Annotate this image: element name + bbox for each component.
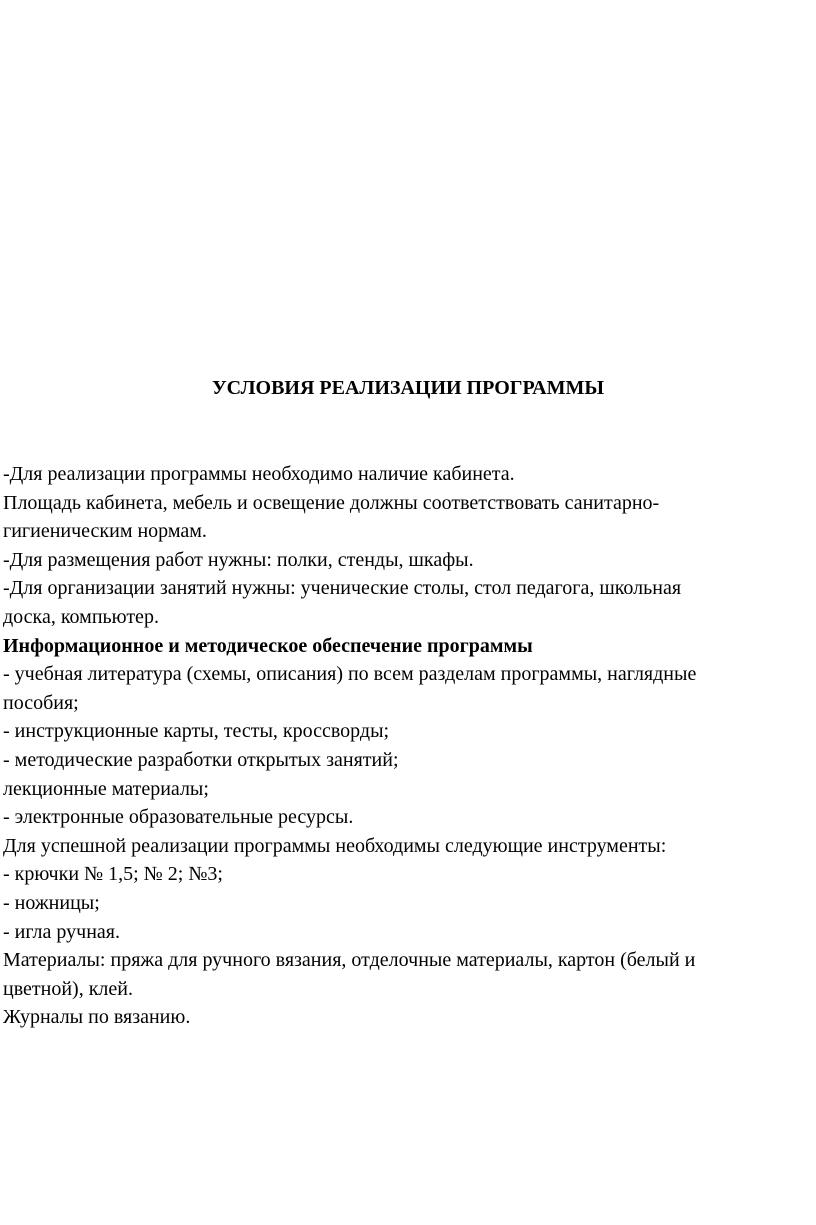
text-line: цветной), клей. xyxy=(3,977,133,1000)
text-line: - учебная литература (схемы, описания) по всем разделам программы, наглядные xyxy=(3,663,697,686)
text-line: Журналы по вязанию. xyxy=(3,1006,191,1029)
text-line: гигиеническим нормам. xyxy=(3,520,207,543)
text-line: пособия; xyxy=(3,691,79,714)
text-line: - инструкционные карты, тесты, кроссворды; xyxy=(3,720,390,743)
page-title: УСЛОВИЯ РЕАЛИЗАЦИИ ПРОГРАММЫ xyxy=(212,377,604,399)
text-line: - методические разработки открытых занятий; xyxy=(3,748,399,771)
text-line: -Для организации занятий нужны: ученические столы, стол педагога, школьная xyxy=(3,577,682,600)
text-line: лекционные материалы; xyxy=(3,777,209,800)
text-line: доска, компьютер. xyxy=(3,605,159,628)
text-line: - игла ручная. xyxy=(3,920,120,943)
text-line: - крючки № 1,5; № 2; №3; xyxy=(3,863,223,886)
text-line: -Для размещения работ нужны: полки, стенды, шкафы. xyxy=(3,548,474,571)
text-line: Площадь кабинета, мебель и освещение должны соответствовать санитарно- xyxy=(3,491,660,514)
text-line: -Для реализации программы необходимо наличие кабинета. xyxy=(3,463,515,485)
text-line: Для успешной реализации программы необходимы следующие инструменты: xyxy=(3,834,667,857)
text-line: - ножницы; xyxy=(3,891,100,914)
body-text xyxy=(3,460,815,1032)
text-line: Материалы: пряжа для ручного вязания, отделочные материалы, картон (белый и xyxy=(3,949,696,972)
section-heading: Информационное и методическое обеспечение программы xyxy=(3,634,533,657)
text-line: - электронные образовательные ресурсы. xyxy=(3,806,354,829)
